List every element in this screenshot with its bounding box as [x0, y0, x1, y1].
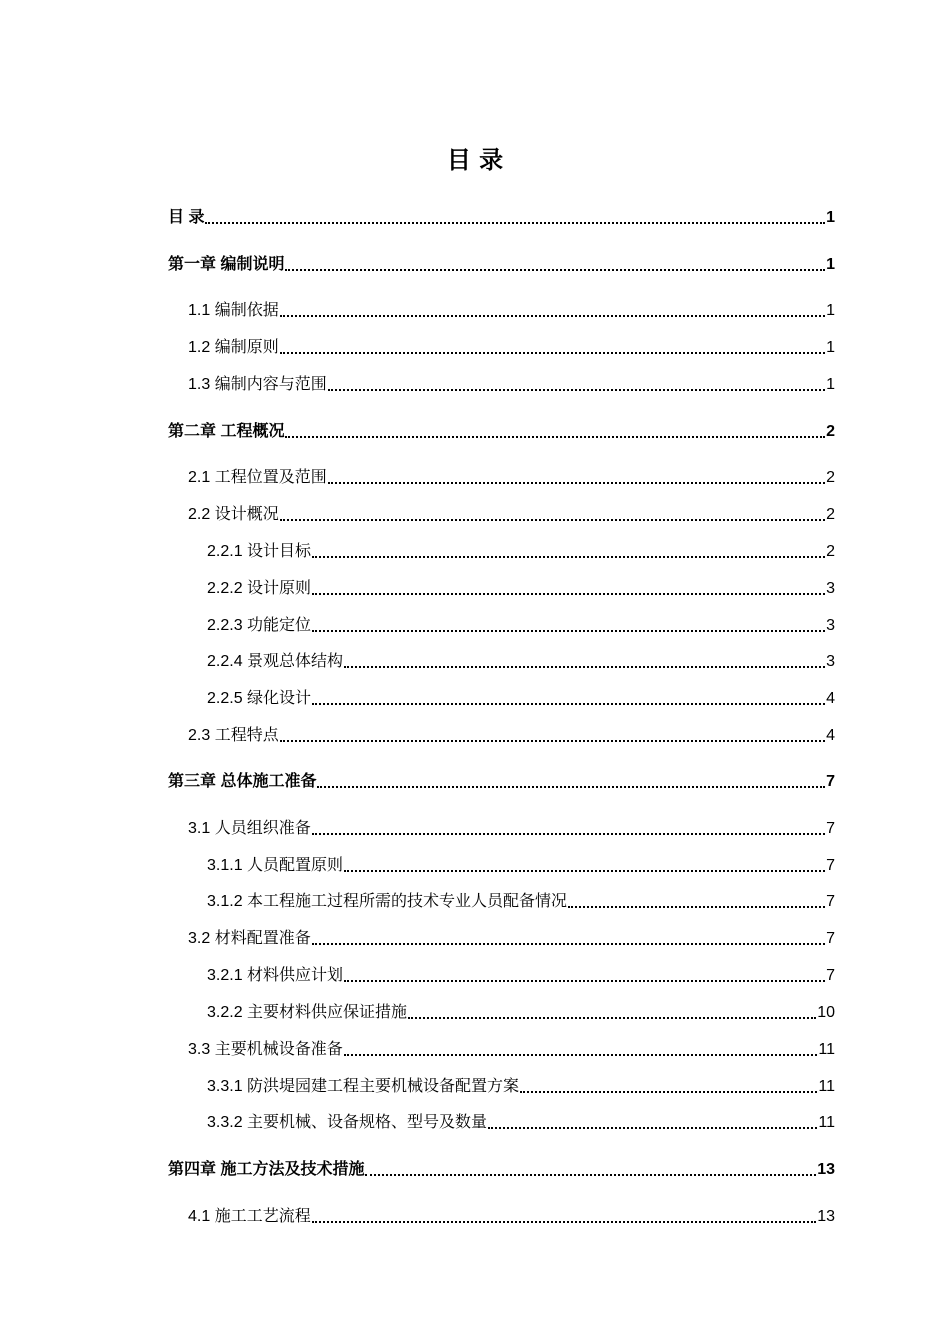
toc-entry[interactable]	[188, 300, 835, 322]
toc-page-number: 1	[826, 376, 835, 393]
toc-entry-text: 3.3.1 防洪堤园建工程主要机械设备配置方案	[207, 1078, 520, 1095]
toc-leader	[285, 269, 825, 271]
toc-entry[interactable]	[207, 615, 835, 637]
toc-page-number: 1	[826, 339, 835, 356]
toc-entry-text: 1.3 编制内容与范围	[188, 376, 327, 393]
toc-leader	[344, 1054, 818, 1056]
toc-entry[interactable]	[207, 1112, 835, 1134]
toc-page-number: 3	[826, 580, 835, 597]
toc-leader	[312, 943, 825, 945]
toc-leader	[312, 703, 825, 705]
toc-entry[interactable]	[168, 771, 835, 793]
toc-page-number: 1	[826, 209, 835, 226]
toc-entry[interactable]	[188, 928, 835, 950]
toc-leader	[280, 352, 825, 354]
toc-entry-text: 3.3 主要机械设备准备	[188, 1041, 343, 1058]
toc-entry[interactable]	[207, 541, 835, 563]
toc-entry[interactable]	[188, 467, 835, 489]
toc-entry[interactable]	[168, 1159, 835, 1181]
toc-entry[interactable]	[207, 1076, 835, 1098]
toc-entry[interactable]	[207, 891, 835, 913]
toc-page-number: 11	[818, 1041, 835, 1058]
toc-entry-text: 2.2.5 绿化设计	[207, 690, 312, 707]
toc-entry-text: 2.2.3 功能定位	[207, 617, 312, 634]
toc-leader	[520, 1091, 817, 1093]
toc-entry[interactable]	[188, 504, 835, 526]
toc-page-number: 7	[826, 857, 835, 874]
toc-leader	[280, 740, 825, 742]
toc-entry-text: 3.1.2 本工程施工过程所需的技术专业人员配备情况	[207, 893, 568, 910]
toc-entry[interactable]	[188, 1039, 835, 1061]
toc-entry-text: 第二章 工程概况	[168, 423, 285, 440]
toc-leader	[568, 906, 825, 908]
toc-page-number: 2	[826, 506, 835, 523]
toc-entry[interactable]	[188, 374, 835, 396]
toc-entry-text: 3.1 人员组织准备	[188, 820, 311, 837]
toc-entry[interactable]	[207, 651, 835, 673]
toc-entry-text: 第四章 施工方法及技术措施	[168, 1161, 365, 1178]
toc-entry-text: 3.3.2 主要机械、设备规格、型号及数量	[207, 1114, 488, 1131]
toc-entry[interactable]	[168, 254, 835, 276]
toc-entry-text: 第三章 总体施工准备	[168, 773, 317, 790]
toc-page-number: 2	[826, 543, 835, 560]
toc-page-number: 2	[826, 469, 835, 486]
toc-page-number: 3	[826, 617, 835, 634]
toc-entry-text: 1.2 编制原则	[188, 339, 279, 356]
toc-leader	[344, 666, 825, 668]
toc-entry-text: 第一章 编制说明	[168, 256, 285, 273]
toc-leader	[312, 556, 825, 558]
toc-entry-text: 3.2 材料配置准备	[188, 930, 311, 947]
toc-entry-text: 2.1 工程位置及范围	[188, 469, 327, 486]
toc-entry[interactable]	[168, 207, 835, 229]
toc-leader	[488, 1127, 817, 1129]
toc-leader	[312, 630, 825, 632]
toc-entry[interactable]	[207, 855, 835, 877]
toc-entry-text: 目 录	[168, 209, 205, 226]
toc-leader	[408, 1017, 816, 1019]
toc-page-number: 13	[817, 1161, 835, 1178]
toc-leader	[285, 436, 825, 438]
toc-leader	[328, 389, 825, 391]
toc-entry-text: 4.1 施工工艺流程	[188, 1208, 311, 1225]
toc-page-number: 4	[826, 690, 835, 707]
toc-leader	[280, 519, 825, 521]
toc-entry-text: 2.2.2 设计原则	[207, 580, 312, 597]
toc-entry[interactable]	[207, 688, 835, 710]
toc-leader	[205, 222, 825, 224]
toc-page-number: 10	[817, 1004, 835, 1021]
toc-leader	[280, 315, 825, 317]
toc-entry-text: 2.3 工程特点	[188, 727, 279, 744]
toc-leader	[365, 1174, 816, 1176]
toc-page-number: 1	[826, 256, 835, 273]
toc-page-number: 2	[826, 423, 835, 440]
toc-leader	[328, 482, 825, 484]
toc-leader	[312, 1221, 817, 1223]
toc-entry-text: 3.2.2 主要材料供应保证措施	[207, 1004, 408, 1021]
toc-leader	[344, 980, 825, 982]
toc-page-number: 7	[826, 967, 835, 984]
toc-entry[interactable]	[207, 1002, 835, 1024]
toc-entry-text: 3.2.1 材料供应计划	[207, 967, 344, 984]
toc-page-number: 11	[818, 1114, 835, 1131]
toc-entry[interactable]	[168, 421, 835, 443]
toc-leader	[312, 833, 825, 835]
toc-entry[interactable]	[188, 725, 835, 747]
toc-entry[interactable]	[188, 1206, 835, 1228]
toc-entry-text: 2.2.1 设计目标	[207, 543, 312, 560]
toc-entry-text: 2.2 设计概况	[188, 506, 279, 523]
toc-entry-text: 2.2.4 景观总体结构	[207, 653, 344, 670]
toc-page-number: 7	[826, 930, 835, 947]
toc-page-number: 4	[826, 727, 835, 744]
toc-page-number: 13	[817, 1208, 835, 1225]
toc-page-number: 7	[826, 893, 835, 910]
toc-entry[interactable]	[188, 818, 835, 840]
toc-page-number: 7	[826, 773, 835, 790]
toc-title: 目 录	[446, 145, 504, 174]
toc-entry[interactable]	[207, 965, 835, 987]
toc-entry[interactable]	[207, 578, 835, 600]
toc-entry[interactable]	[188, 337, 835, 359]
toc-page-number: 1	[826, 302, 835, 319]
toc-leader	[344, 870, 825, 872]
toc-page-number: 3	[826, 653, 835, 670]
toc-entry-text: 3.1.1 人员配置原则	[207, 857, 344, 874]
toc-entry-text: 1.1 编制依据	[188, 302, 279, 319]
toc-leader	[317, 786, 825, 788]
toc-page-number: 7	[826, 820, 835, 837]
toc-page-number: 11	[818, 1078, 835, 1095]
toc-leader	[312, 593, 825, 595]
